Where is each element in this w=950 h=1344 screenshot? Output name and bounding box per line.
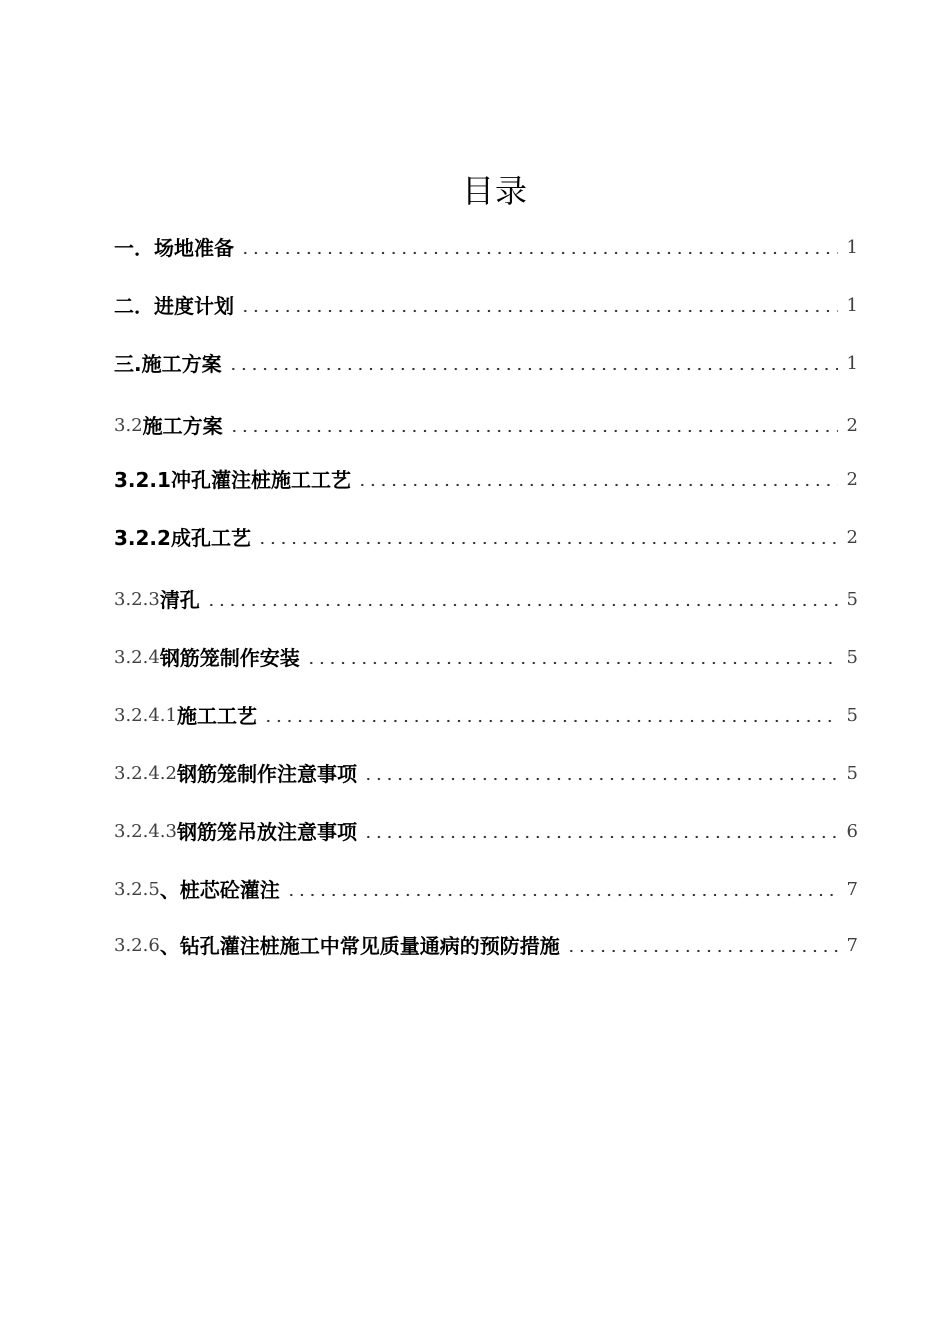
toc-entry[interactable] — [114, 286, 858, 318]
toc-entry-page: 2 — [846, 469, 858, 490]
toc-entry-number: 3.2.4 — [114, 647, 160, 668]
toc-dot-leader — [263, 719, 838, 723]
toc-dot-leader — [228, 367, 838, 371]
toc-entry-number: 3.2.4.1 — [114, 705, 177, 726]
toc-entry[interactable] — [114, 580, 858, 612]
toc-entry-text: 钢筋笼制作注意事项 — [176, 762, 357, 786]
toc-entry[interactable] — [114, 926, 858, 958]
toc-entry[interactable] — [114, 406, 858, 438]
toc-entry-page: 7 — [846, 879, 858, 900]
toc-entry-number: 3.2.4.2 — [114, 763, 177, 784]
toc-entry[interactable] — [114, 638, 858, 670]
toc-entry[interactable] — [114, 870, 858, 902]
toc-entry-text: 冲孔灌注桩施工工艺 — [170, 468, 351, 492]
toc-dot-leader — [229, 429, 838, 433]
toc-dot-leader — [240, 309, 838, 313]
toc-entry-page: 5 — [846, 589, 858, 610]
toc-entry-number: 3.2.4.3 — [114, 821, 177, 842]
toc-entry[interactable] — [114, 460, 858, 492]
toc-entry[interactable] — [114, 812, 858, 844]
toc-entry-page: 2 — [846, 415, 858, 436]
toc-entry-text: 、桩芯砼灌注 — [159, 878, 280, 902]
toc-entry[interactable] — [114, 518, 858, 550]
toc-entry-number: 3.2.6 — [114, 935, 160, 956]
toc-title: 目录 — [461, 172, 528, 210]
toc-entry-page: 1 — [846, 353, 858, 374]
toc-entry-text: 场地准备 — [154, 236, 234, 260]
toc-entry-page: 1 — [846, 237, 858, 258]
toc-entry-page: 1 — [846, 295, 858, 316]
toc-entry-text: 清孔 — [159, 588, 200, 612]
toc-entry[interactable] — [114, 228, 858, 260]
toc-entry-page: 7 — [846, 935, 858, 956]
toc-entry-number: 3.2.3 — [114, 589, 160, 610]
toc-entry[interactable] — [114, 344, 858, 376]
toc-dot-leader — [363, 777, 838, 781]
toc-entry-text: 、钻孔灌注桩施工中常见质量通病的预防措施 — [159, 934, 560, 958]
toc-dot-leader — [206, 603, 838, 607]
toc-entry-text: 施工方案 — [142, 414, 223, 438]
toc-entry-number: 三. — [114, 352, 142, 376]
toc-entry-number: 3.2.1 — [114, 468, 171, 492]
toc-entry[interactable] — [114, 754, 858, 786]
toc-entry-text: 进度计划 — [154, 294, 234, 318]
toc-entry-page: 2 — [846, 527, 858, 548]
toc-entry[interactable] — [114, 696, 858, 728]
toc-entry-text: 钢筋笼吊放注意事项 — [176, 820, 357, 844]
toc-entry-text: 成孔工艺 — [170, 526, 251, 550]
toc-entry-text: 施工工艺 — [176, 704, 257, 728]
toc-entry-number: 二． — [114, 294, 154, 318]
toc-entry-page: 6 — [846, 821, 858, 842]
toc-entry-page: 5 — [846, 647, 858, 668]
toc-dot-leader — [363, 835, 838, 839]
toc-dot-leader — [306, 661, 838, 665]
toc-dot-leader — [357, 483, 838, 487]
toc-entry-page: 5 — [846, 763, 858, 784]
toc-dot-leader — [257, 541, 838, 545]
toc-dot-leader — [240, 251, 838, 255]
toc-dot-leader — [286, 893, 838, 897]
toc-entry-text: 施工方案 — [141, 352, 222, 376]
toc-entry-number: 3.2 — [114, 415, 143, 436]
toc-entry-number: 3.2.5 — [114, 879, 160, 900]
toc-dot-leader — [566, 949, 838, 953]
toc-entry-text: 钢筋笼制作安装 — [159, 646, 300, 670]
toc-entry-number: 一． — [114, 236, 154, 260]
toc-entry-page: 5 — [846, 705, 858, 726]
toc-entry-number: 3.2.2 — [114, 526, 171, 550]
